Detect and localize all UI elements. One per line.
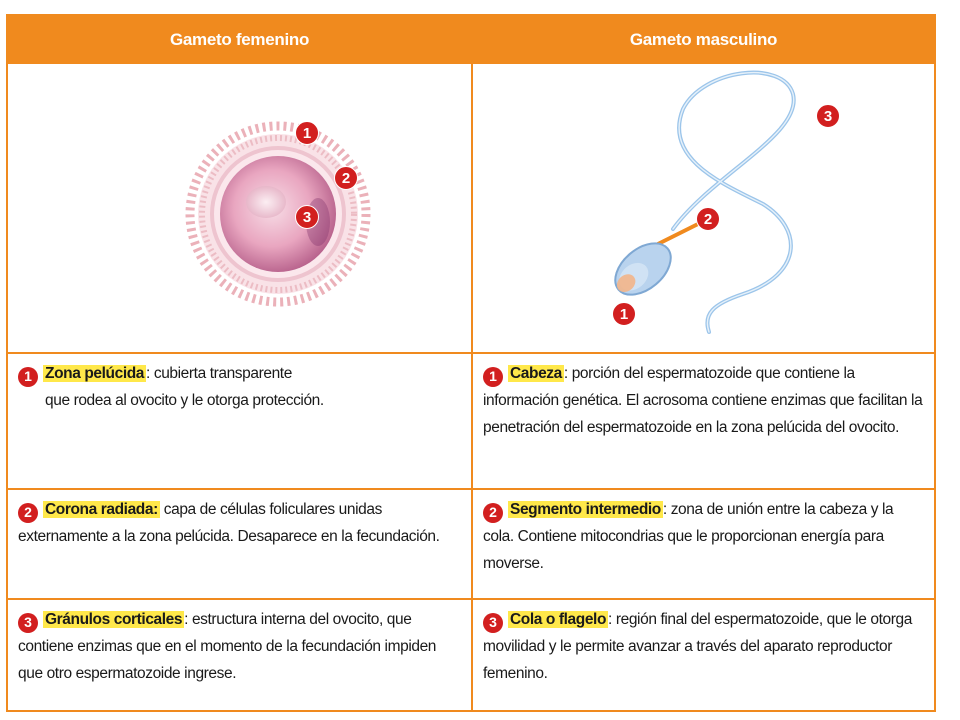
- description-continued: que rodea al ovocito y le otorga protección.: [45, 392, 324, 409]
- number-badge: 1: [18, 367, 38, 387]
- description: capa de células foliculares unidas externamente a la zona pelúcida. Desaparece en la fecundación.: [18, 501, 440, 545]
- description: zona de unión entre la cabeza y la cola. Contiene mitocondrias que le proporcionan energía para moverse.: [483, 501, 894, 572]
- comparison-table: [6, 14, 936, 712]
- term-highlight: Cola o flagelo: [510, 611, 607, 628]
- number-badge: 1: [483, 367, 503, 387]
- description: cubierta transparente: [149, 365, 292, 382]
- sperm-marker-1: 1: [612, 302, 636, 326]
- cell-granulos-corticales: 3 Gránulos corticales : estructura interna del ovocito, que contiene enzimas que en el momento de la fecundación impiden que otro espermatozoide ingrese.: [18, 611, 437, 682]
- description: porción del espermatozoide que contiene la información genética. El acrosoma contiene enzimas que facilitan la penetración del espermatozoide en la zona pelúcida del ovocito.: [483, 365, 923, 436]
- cell-segmento-intermedio: 2 Segmento intermedio : zona de unión entre la cabeza y la cola. Contiene mitocondrias que le proporcionan energía para moverse.: [483, 501, 894, 572]
- description: región final del espermatozoide, que le otorga movilidad y le permite avanzar a través del aparato reproductor femenino.: [483, 611, 912, 682]
- cell-zona-pelucida: 1 Zona pelúcida : cubierta transparente que rodea al ovocito y le otorga protección.: [8, 354, 471, 488]
- ovum-illustration-panel: [8, 64, 471, 352]
- term-highlight: Gránulos corticales: [45, 611, 183, 628]
- header-male-gamete: Gameto masculino: [473, 16, 934, 64]
- sperm-illustration-panel: [473, 64, 934, 352]
- description: estructura interna del ovocito, que contiene enzimas que en el momento de la fecundación impiden que otro espermatozoide ingrese.: [18, 611, 437, 682]
- sperm-marker-3: 3: [816, 104, 840, 128]
- ovum-marker-3: 3: [295, 205, 319, 229]
- cell-cabeza: 1 Cabeza : porción del espermatozoide que contiene la información genética. El acrosoma contiene enzimas que facilitan la penetración del espermatozoide en la zona pelúcida del ovocito.: [483, 365, 923, 436]
- number-badge: 2: [483, 503, 503, 523]
- header-female-gamete: Gameto femenino: [8, 16, 471, 64]
- ovum-marker-2: 2: [334, 166, 358, 190]
- number-badge: 2: [18, 503, 38, 523]
- cell-cola-flagelo: 3 Cola o flagelo : región final del espermatozoide, que le otorga movilidad y le permite avanzar a través del aparato reproductor femenino.: [483, 611, 912, 682]
- number-badge: 3: [483, 613, 503, 633]
- sperm-tail: [673, 73, 794, 332]
- sperm-head: [606, 233, 681, 305]
- nucleus: [246, 186, 286, 218]
- sperm-marker-2: 2: [696, 207, 720, 231]
- cell-corona-radiada: [8, 490, 471, 598]
- ovum-illustration: [8, 64, 471, 352]
- term-highlight: Cabeza: [510, 365, 562, 382]
- ovum-marker-1: 1: [295, 121, 319, 145]
- term-highlight: Segmento intermedio: [510, 501, 661, 518]
- term-highlight: Corona radiada:: [45, 501, 158, 518]
- number-badge: 3: [18, 613, 38, 633]
- term-highlight: Zona pelúcida: [45, 365, 145, 382]
